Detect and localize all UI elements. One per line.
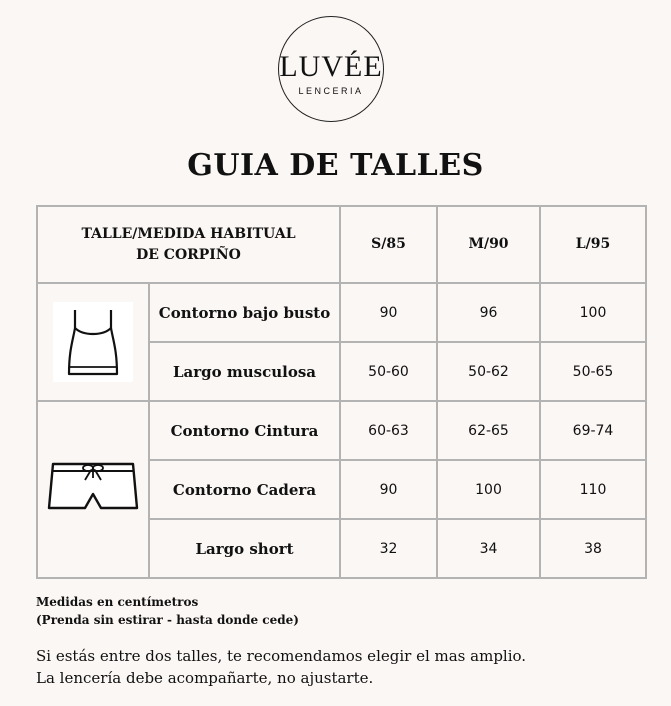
cell-value: 50-60	[340, 342, 437, 401]
cell-value: 50-62	[437, 342, 540, 401]
header-size-l: L/95	[540, 206, 646, 283]
row-label: Contorno Cintura	[149, 401, 340, 460]
row-label: Contorno bajo busto	[149, 283, 340, 342]
table-row	[37, 283, 646, 342]
table-header-row	[37, 206, 646, 283]
logo-subtitle: LENCERIA	[298, 86, 364, 96]
brand-logo	[278, 16, 384, 122]
cell-value: 50-65	[540, 342, 646, 401]
shorts-icon	[45, 458, 141, 522]
header-size-m: M/90	[437, 206, 540, 283]
cell-value: 96	[437, 283, 540, 342]
size-guide-table	[36, 205, 647, 579]
notes-units: Medidas en centímetros	[36, 595, 199, 609]
advice-line-1: Si estás entre dos talles, te recomendamos elegir el mas amplio.	[36, 647, 527, 665]
table-row	[37, 401, 646, 460]
cell-value: 100	[437, 460, 540, 519]
camisole-icon	[53, 302, 133, 382]
header-size-s: S/85	[340, 206, 437, 283]
advice-line-2: La lencería debe acompañarte, no ajustarte.	[36, 669, 374, 687]
fit-advice	[36, 645, 526, 689]
notes-condition: (Prenda sin estirar - hasta donde cede)	[36, 613, 299, 627]
cell-value: 90	[340, 283, 437, 342]
cell-value: 69-74	[540, 401, 646, 460]
page-title: GUIA DE TALLES	[187, 148, 484, 183]
cell-value: 62-65	[437, 401, 540, 460]
camisole-cell	[37, 283, 149, 401]
header-measure-label: TALLE/MEDIDA HABITUAL DE CORPIÑO	[37, 206, 340, 283]
logo-brand: LUVÉE	[279, 50, 383, 83]
row-label: Contorno Cadera	[149, 460, 340, 519]
measurement-notes	[36, 593, 299, 629]
cell-value: 100	[540, 283, 646, 342]
row-label: Largo musculosa	[149, 342, 340, 401]
row-label: Largo short	[149, 519, 340, 578]
cell-value: 38	[540, 519, 646, 578]
shorts-cell	[37, 401, 149, 578]
cell-value: 60-63	[340, 401, 437, 460]
cell-value: 90	[340, 460, 437, 519]
cell-value: 32	[340, 519, 437, 578]
cell-value: 110	[540, 460, 646, 519]
cell-value: 34	[437, 519, 540, 578]
